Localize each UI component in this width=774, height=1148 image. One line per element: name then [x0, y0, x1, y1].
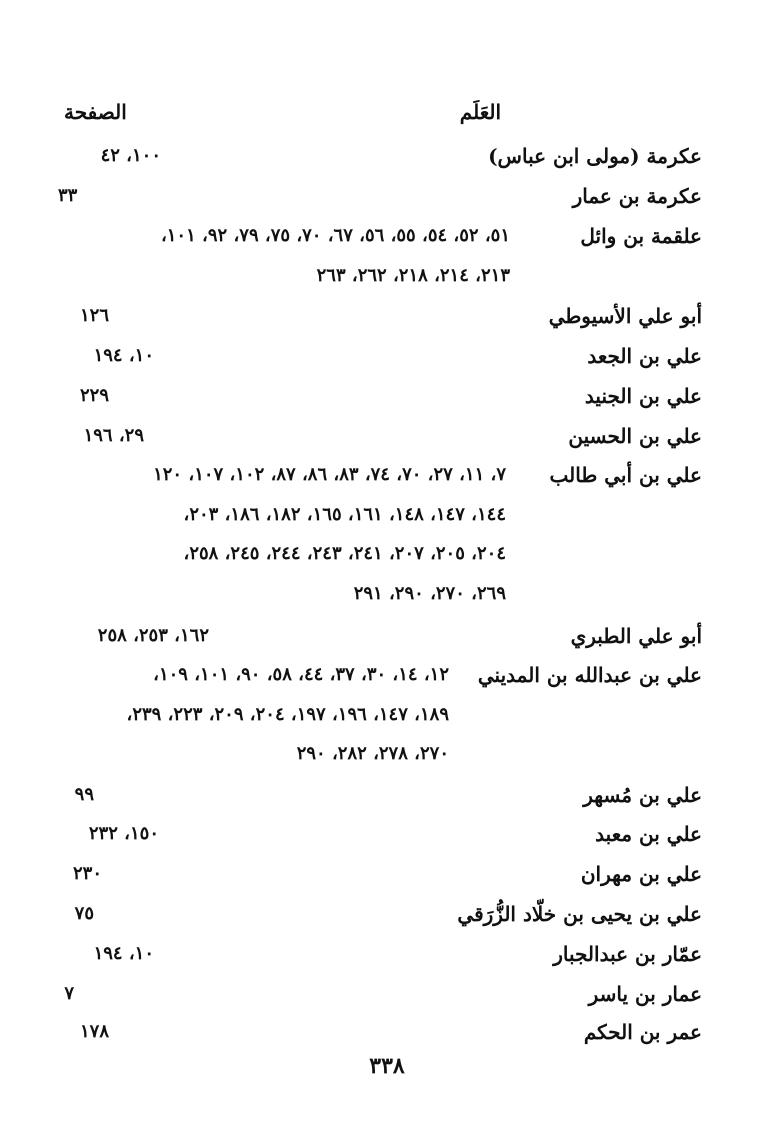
index-entry	[0, 456, 774, 604]
entry-name: علي بن الحسين	[568, 424, 702, 448]
entry-name: علقمة بن وائل	[580, 224, 702, 248]
entry-pages: ٢١٣، ٢١٤، ٢١٨، ٢٦٢، ٢٦٣	[316, 264, 510, 286]
entry-pages: ١٠، ١٩٤	[93, 345, 154, 366]
index-entry	[0, 935, 774, 973]
header-pages-column: الصفحة	[64, 100, 127, 124]
index-entry	[0, 417, 774, 455]
index-entry	[0, 1013, 774, 1051]
entry-pages: ٢٣٠	[72, 863, 102, 884]
entry-pages: ٢٢٩	[79, 385, 109, 406]
entry-pages: ٢٦٩، ٢٧٠، ٢٩٠، ٢٩١	[353, 582, 506, 604]
entry-pages: ٩٩	[74, 784, 94, 805]
entry-pages: ١٦٢، ٢٥٣، ٢٥٨	[97, 625, 209, 646]
entry-name: علي بن أبي طالب	[549, 463, 702, 487]
entry-pages: ١٨٩، ١٤٧، ١٩٦، ١٩٧، ٢٠٤، ٢٠٩، ٢٢٣، ٢٣٩،	[126, 703, 449, 725]
entry-name: عمر بن الحكم	[583, 1020, 702, 1044]
entry-pages: ٢٩، ١٩٦	[83, 425, 144, 446]
entry-name: علي بن يحيى بن خلّاد الزُّرَقي	[457, 902, 702, 926]
entry-name: أبو علي الأسيوطي	[548, 304, 702, 328]
index-entry	[0, 617, 774, 655]
entry-pages: ٧، ١١، ٢٧، ٧٠، ٧٤، ٨٣، ٨٦، ٨٧، ١٠٢، ١٠٧، ١٢٠	[153, 464, 506, 485]
index-entry	[0, 177, 774, 215]
entry-pages: ٧٥	[74, 903, 94, 924]
entry-name: عمّار بن عبدالجبار	[553, 942, 702, 966]
index-entry	[0, 855, 774, 893]
index-entry	[0, 815, 774, 853]
index-entry	[0, 895, 774, 933]
entry-name: علي بن مُسهر	[583, 783, 702, 807]
index-entry	[0, 297, 774, 335]
entry-name: علي بن الجعد	[587, 344, 702, 368]
page-number: ٣٣٨	[369, 1053, 405, 1079]
entry-pages: ١٠٠، ٤٢	[100, 145, 161, 166]
entry-name: أبو علي الطبري	[570, 624, 702, 648]
entry-pages: ١٠، ١٩٤	[93, 943, 154, 964]
entry-pages: ٣٣	[58, 185, 78, 206]
entry-pages: ٧	[64, 983, 74, 1004]
entry-pages: ٥١، ٥٢، ٥٤، ٥٥، ٥٦، ٦٧، ٧٠، ٧٥، ٧٩، ٩٢، ١٠١،	[160, 225, 510, 246]
entry-pages: ٢٧٠، ٢٧٨، ٢٨٢، ٢٩٠	[296, 743, 449, 764]
index-entry	[0, 656, 774, 764]
index-entry	[0, 337, 774, 375]
index-entry	[0, 776, 774, 814]
entry-name: عمار بن ياسر	[588, 982, 702, 1006]
index-entry	[0, 137, 774, 175]
entry-pages: ١٧٨	[79, 1021, 109, 1042]
entry-pages: ٢٠٤، ٢٠٥، ٢٠٧، ٢٤١، ٢٤٣، ٢٤٤، ٢٤٥، ٢٥٨،	[183, 543, 506, 564]
header-name-column: العَلَم	[459, 100, 501, 124]
entry-pages: ١٥٠، ٢٣٢	[88, 823, 159, 844]
index-entry	[0, 975, 774, 1013]
entry-pages: ١٤٤، ١٤٧، ١٤٨، ١٦١، ١٦٥، ١٨٢، ١٨٦، ٢٠٣،	[183, 503, 506, 525]
entry-pages: ١٢٦	[79, 305, 109, 326]
index-entry	[0, 377, 774, 415]
index-entry	[0, 217, 774, 286]
entry-name: عكرمة (مولى ابن عباس)	[488, 144, 702, 168]
entry-name: علي بن معبد	[595, 822, 702, 846]
entry-name: علي بن عبدالله بن المديني	[477, 663, 702, 687]
entry-name: علي بن مهران	[580, 862, 702, 886]
entry-name: عكرمة بن عمار	[572, 184, 702, 208]
entry-name: علي بن الجنيد	[584, 384, 702, 408]
entry-pages: ١٢، ١٤، ٣٠، ٣٧، ٤٤، ٥٨، ٩٠، ١٠١، ١٠٩،	[153, 664, 449, 685]
